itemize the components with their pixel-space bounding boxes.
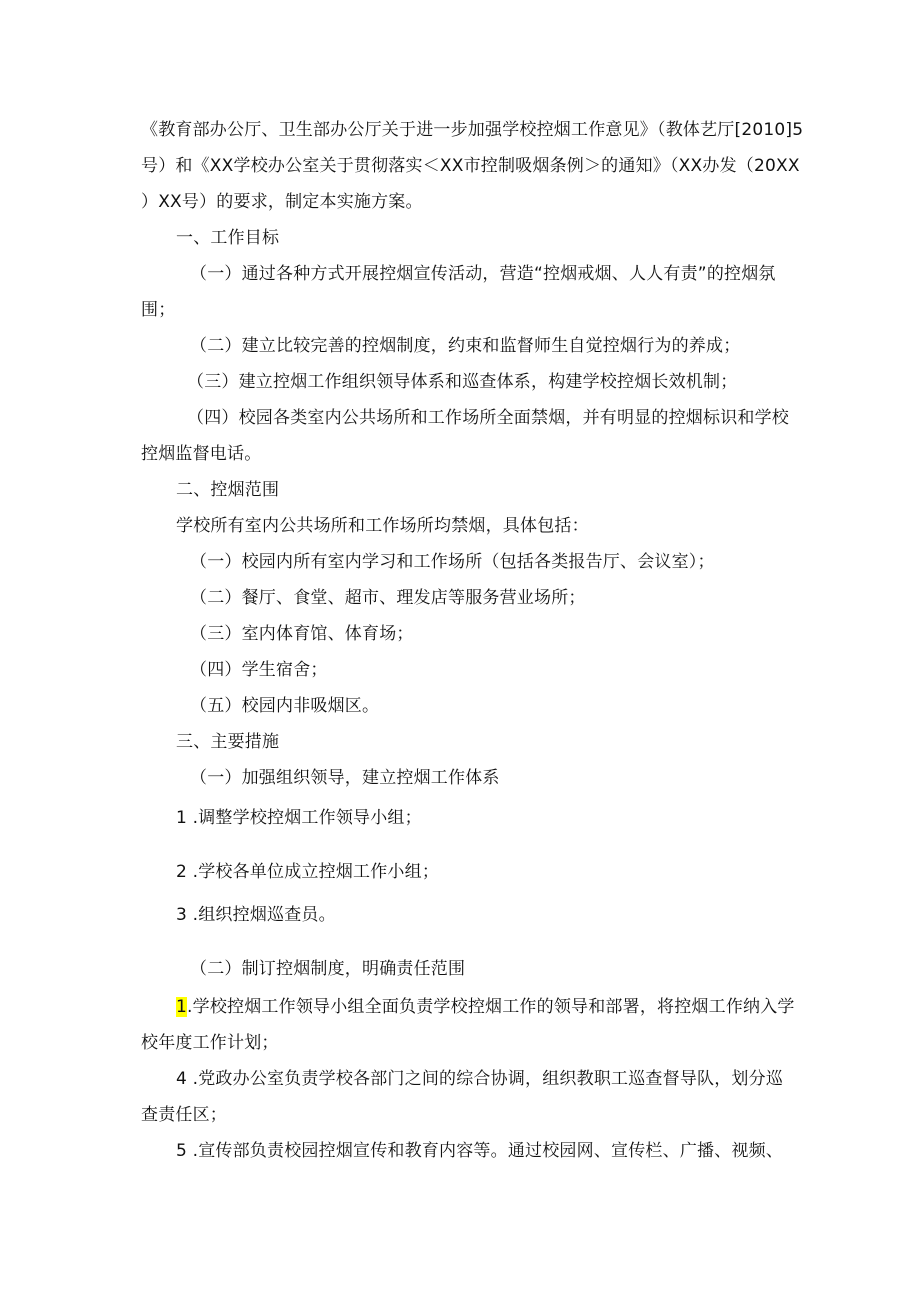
intro-line-2: 号）和《XX学校办公室关于贯彻落实＜XX市控制吸烟条例＞的通知》（XX办发（20XX — [141, 156, 800, 176]
section-3-subheading-2: （二）制订控烟制度，明确责任范围 — [190, 959, 466, 979]
section-1-item-2: （二）建立比较完善的控烟制度，约束和监督师生自觉控烟行为的养成； — [190, 336, 741, 356]
section-3-sub-2-item-1-text: .学校控烟工作领导小组全面负责学校控烟工作的领导和部署，将控烟工作纳入学 — [187, 997, 795, 1017]
section-3-sub-2-item-4-line-1: 4 .党政办公室负责学校各部门之间的综合协调，组织教职工巡查督导队，划分巡 — [176, 1069, 784, 1089]
section-2-item-1: （一）校园内所有室内学习和工作场所（包括各类报告厅、会议室）； — [190, 552, 715, 572]
section-1-item-3: （三）建立控烟工作组织领导体系和巡查体系，构建学校控烟长效机制； — [187, 372, 738, 392]
section-1-item-4-line-2: 控烟监督电话。 — [141, 444, 262, 464]
section-1-item-1-line-1: （一）通过各种方式开展控烟宣传活动，营造“控烟戒烟、人人有责”的控烟氛 — [190, 264, 776, 284]
section-3-sub-2-item-4-line-2: 查责任区； — [141, 1105, 227, 1125]
intro-line-1: 《教育部办公厅、卫生部办公厅关于进一步加强学校控烟工作意见》（教体艺厅[2010]5 — [141, 120, 804, 140]
section-3-sub-2-item-1-line-1 — [176, 995, 795, 1019]
section-2-item-2: （二）餐厅、食堂、超市、理发店等服务营业场所； — [190, 588, 586, 608]
section-3-sub-2-item-1-line-2: 校年度工作计划； — [141, 1033, 279, 1053]
section-2-item-5: （五）校园内非吸烟区。 — [190, 696, 380, 716]
intro-line-3: ）XX号）的要求，制定本实施方案。 — [141, 192, 423, 212]
section-2-intro: 学校所有室内公共场所和工作场所均禁烟，具体包括： — [176, 516, 589, 536]
highlighted-number: 1 — [176, 997, 188, 1017]
section-2-item-3: （三）室内体育馆、体育场； — [190, 624, 414, 644]
section-1-heading: 一、工作目标 — [176, 228, 280, 248]
section-3-heading: 三、主要措施 — [176, 732, 280, 752]
section-1-item-4-line-1: （四）校园各类室内公共场所和工作场所全面禁烟，并有明显的控烟标识和学校 — [187, 408, 789, 428]
section-1-item-1-line-2: 围； — [141, 300, 176, 320]
section-3-sub-1-item-1: 1 .调整学校控烟工作领导小组； — [176, 808, 422, 828]
section-2-heading: 二、控烟范围 — [176, 480, 280, 500]
section-3-sub-1-item-3: 3 .组织控烟巡查员。 — [176, 905, 336, 925]
section-2-item-4: （四）学生宿舍； — [190, 660, 328, 680]
section-3-sub-1-item-2: 2 .学校各单位成立控烟工作小组； — [176, 862, 440, 882]
section-3-subheading-1: （一）加强组织领导，建立控烟工作体系 — [190, 768, 500, 788]
section-3-sub-2-item-5-line-1: 5 .宣传部负责校园控烟宣传和教育内容等。通过校园网、宣传栏、广播、视频、 — [176, 1141, 784, 1161]
